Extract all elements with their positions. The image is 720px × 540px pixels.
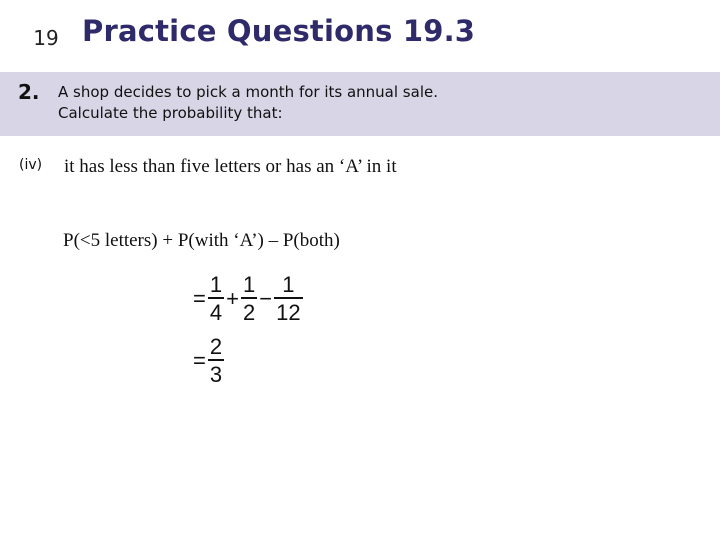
fraction-one-half [241,274,257,324]
fraction-two-thirds [208,336,224,386]
fraction-numerator: 1 [242,272,256,297]
question-number: 2. [18,80,40,104]
fraction-denominator: 2 [241,297,257,324]
question-line-2: Calculate the probability that: [58,104,283,122]
equals-sign: = [193,348,206,373]
equation-step-1 [192,274,304,324]
fraction-one-twelfth [274,274,302,324]
fraction-denominator: 4 [208,297,224,324]
header-bar [0,0,720,70]
fraction-one-quarter [208,274,224,324]
minus-sign: − [259,286,273,311]
chapter-number: 19 [33,26,59,50]
fraction-numerator: 1 [209,272,223,297]
equals-sign: = [193,286,206,311]
fraction-numerator: 2 [209,334,223,359]
question-text [58,82,678,124]
plus-sign: + [226,286,239,311]
part-text: it has less than five letters or has an ‘A’ in it [64,156,397,177]
part-label: (iv) [19,157,43,173]
working-expression: P(<5 letters) + P(with ‘A’) – P(both) [63,230,340,251]
fraction-denominator: 3 [208,359,224,386]
question-line-1: A shop decides to pick a month for its annual sale. [58,83,438,101]
fraction-numerator: 1 [282,272,295,297]
equation-step-2 [192,336,225,386]
fraction-denominator: 12 [274,297,302,324]
page-title: Practice Questions 19.3 [82,14,476,48]
